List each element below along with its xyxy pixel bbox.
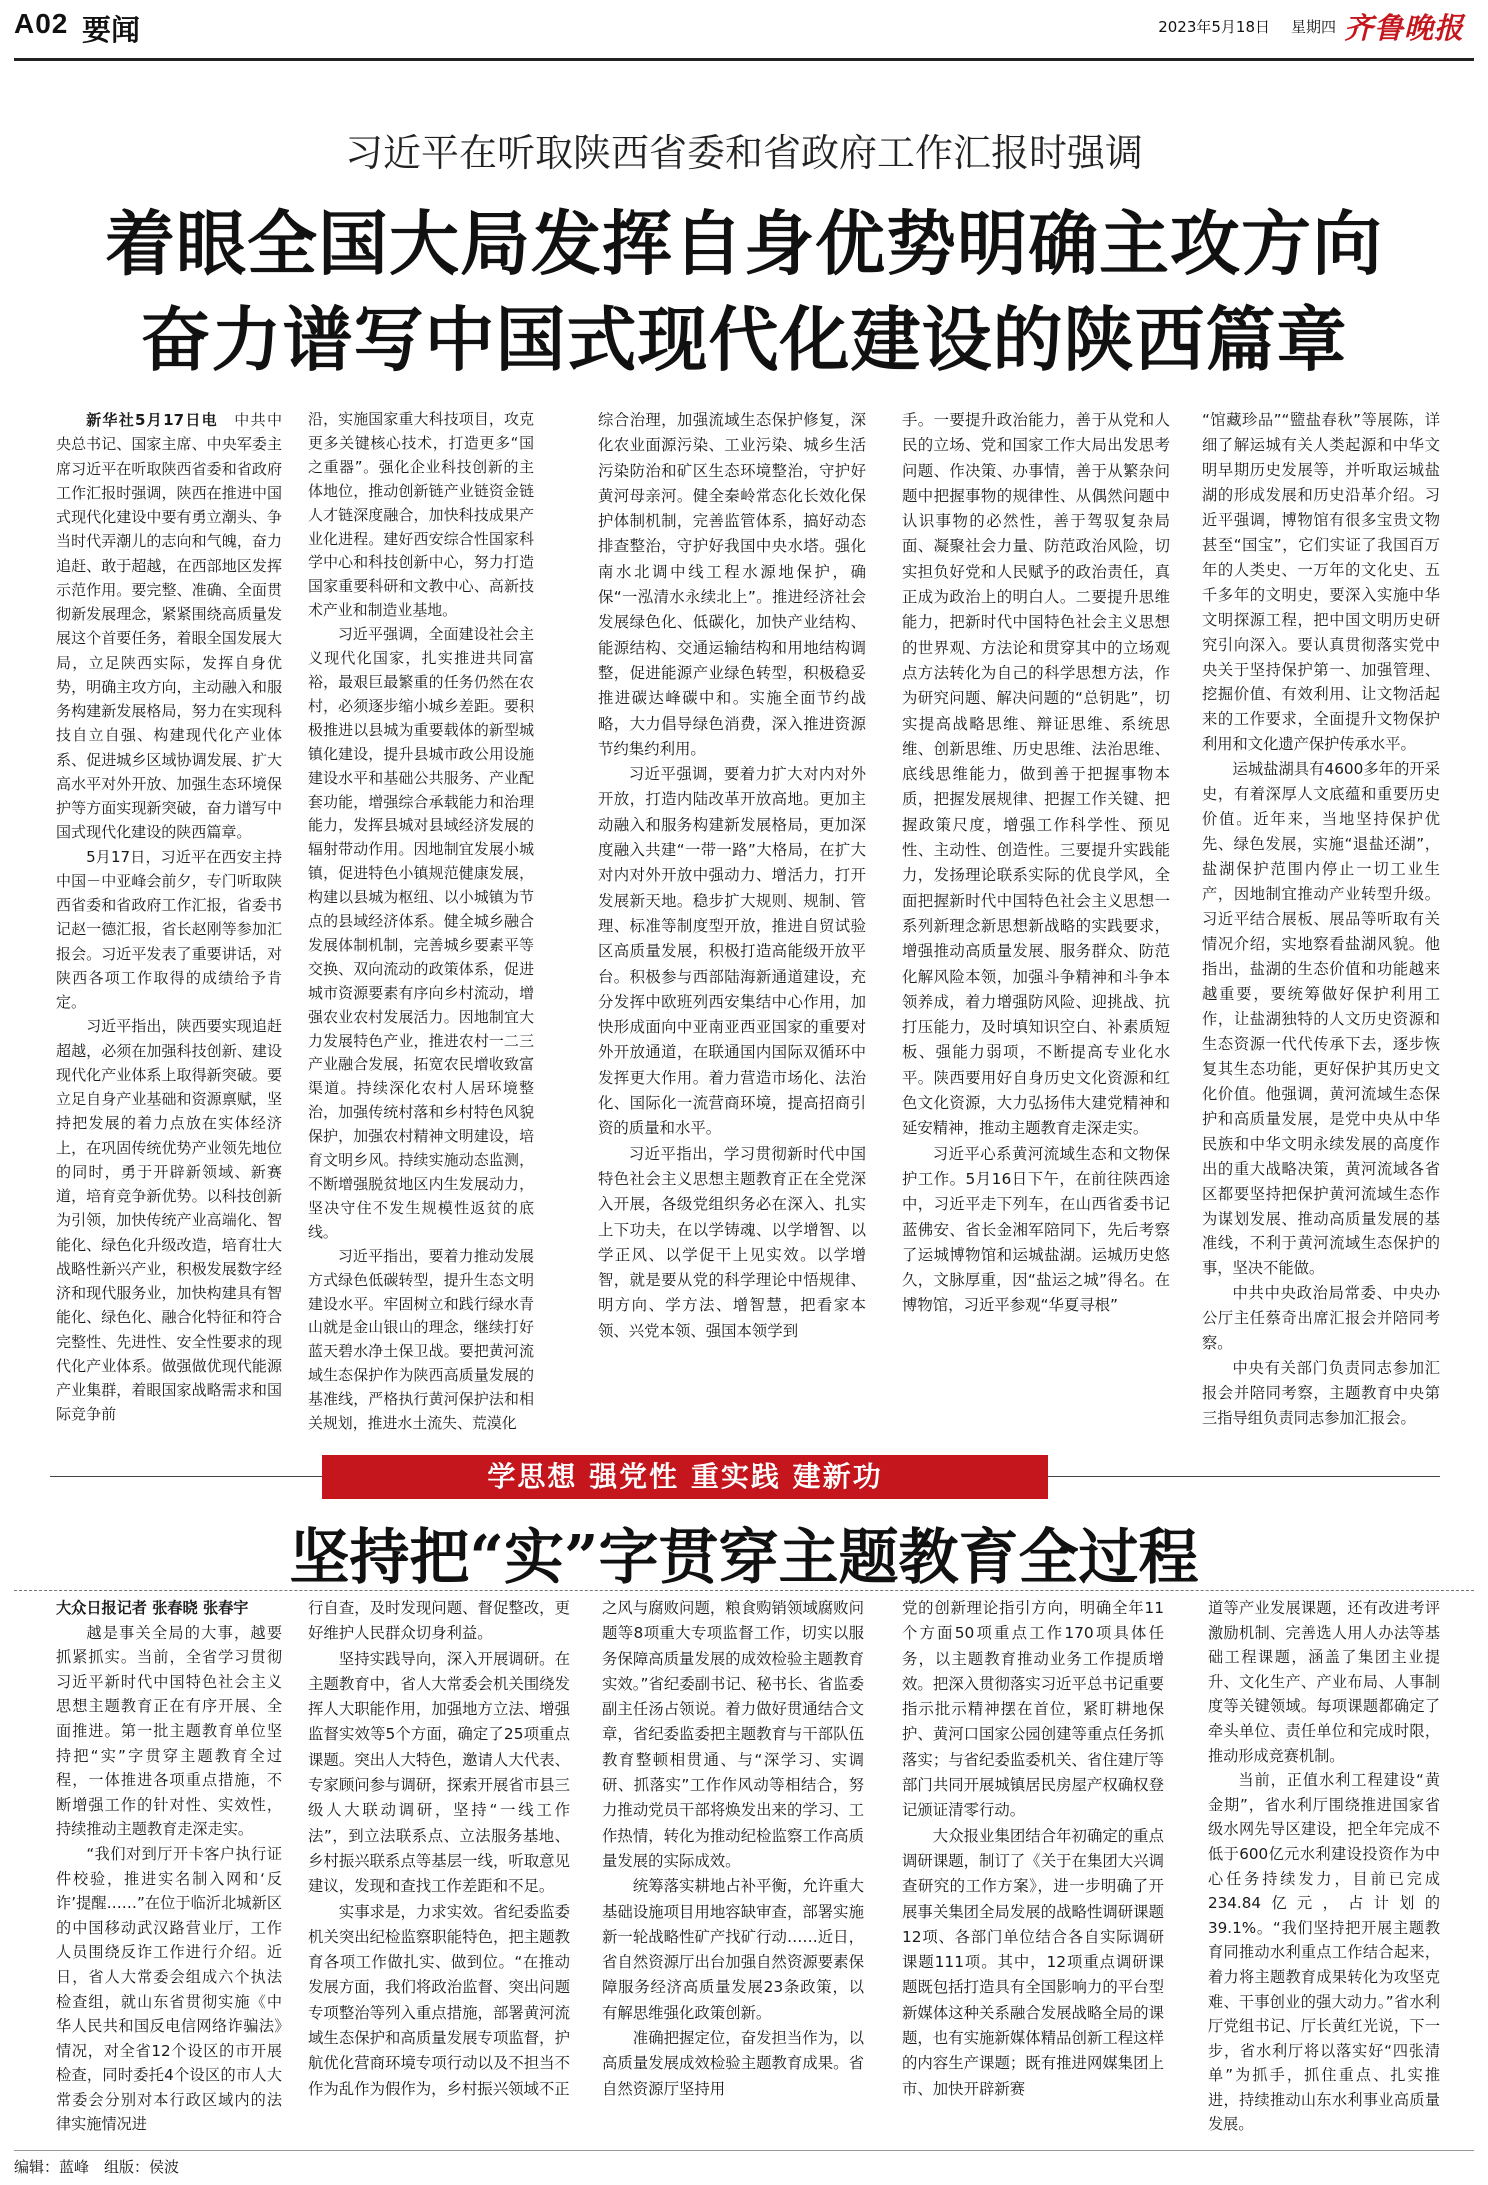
article1-headline-line2: 奋力谱写中国式现代化建设的陕西篇章 — [140, 298, 1348, 381]
paragraph: 手。一要提升政治能力，善于从党和人民的立场、党和国家工作大局出发思考问题、作决策、办事情，善于从繁杂问题中把握事物的规律性、从偶然问题中认识事物的必然性，善于驾驭复杂局面、凝聚社会力量、防范政治风险，切实担负好党和人民赋予的政治责任，真正成为政治上的明白人。二要提升思维能力，把新时代中国特色社会主义思想的世界观、方法论和贯穿其中的立场观点方法转化为自己的科学思想方法，作为研究问题、解决问题的“总钥匙”，切实提高战略思维、辩证思维、系统思维、创新思维、历史思维、法治思维、底线思维能力，做到善于把握事物本质，把握发展规律、把握工作关键、把握政策尺度，增强工作科学性、预见性、主动性、创造性。三要提升实践能力，发扬理论联系实际的优良学风，全面把握新时代中国特色社会主义思想一系列新理念新思想新战略的实践要求，增强推动高质量发展、服务群众、防范化解风险本领，加强斗争精神和斗争本领养成，着力增强防风险、迎挑战、抗打压能力，及时填知识空白、补素质短板、强能力弱项，不断提高专业化水平。陕西要用好自身历史文化资源和红色文化资源，大力弘扬伟大建党精神和延安精神，推动主题教育走深走实。 — [902, 411, 1170, 1138]
article1-column-3 — [598, 408, 866, 1344]
paragraph: 统筹落实耕地占补平衡，允许重大基础设施项目用地容缺审查，部署实施新一轮战略性矿产找矿行动……近日，省自然资源厅出台加强自然资源要素保障服务经济高质量发展23条政策，以有解思维强化政策创新。 — [602, 1877, 864, 2022]
paragraph: 之风与腐败问题，粮食购销领域腐败问题等8项重大专项监督工作，切实以服务保障高质量发展的成效检验主题教育实效。”省纪委副书记、秘书长、省监委副主任汤占领说。着力做好贯通结合文章，省纪委监委把主题教育与干部队伍教育整顿相贯通、与“深学习、实调研、抓落实”工作作风动等相结合，努力推动党员干部将焕发出来的学习、工作热情，转化为推动纪检监察工作高质量发展的实际成效。 — [602, 1599, 864, 1870]
paragraph: 大众报业集团结合年初确定的重点调研课题，制订了《关于在集团大兴调查研究的工作方案》，进一步明确了开展事关集团全局发展的战略性调研课题12项、各部门单位结合各自实际调研课题111项。其中，12项重点调研课题既包括打造具有全国影响力的平台型新媒体这种关系融合发展战略全局的课题，也有实施新媒体精品创新工程这样的内容生产课题；既有推进网媒集团上市、加快开辟新赛 — [902, 1826, 1164, 2098]
newspaper-logo: 齐鲁晚报 — [1343, 11, 1464, 45]
paragraph: 道等产业发展课题，还有改进考评激励机制、完善选人用人办法等基础工程课题，涵盖了集团主业提升、文化生产、产业布局、人事制度等关键领域。每项课题都确定了牵头单位、责任单位和完成时限，推动形成竞赛机制。 — [1208, 1599, 1440, 1765]
paragraph: 习近平指出，学习贯彻新时代中国特色社会主义思想主题教育正在全党深入开展，各级党组织务必在深入、扎实上下功夫，在以学铸魂、以学增智、以学正风、以学促干上见实效。以学增智，就是要从党的科学理论中悟规律、明方向、学方法、增智慧，把看家本领、兴党本领、强国本领学到 — [598, 1144, 866, 1340]
article2-rule — [14, 1590, 1474, 1591]
paragraph: 习近平指出，陕西要实现追赶超越，必须在加强科技创新、建设现代化产业体系上取得新突破。要立足自身产业基础和资源禀赋，坚持把发展的着力点放在实体经济上，在巩固传统优势产业领先地位的同时，勇于开辟新领域、新赛道，培育竞争新优势。以科技创新为引领，加快传统产业高端化、智能化、绿色化升级改造，培育壮大战略性新兴产业，积极发展数字经济和现代服务业，加快构建具有智能化、绿色化、融合化特征和符合完整性、先进性、安全性要求的现代化产业体系。做强做优现代能源产业集群，着眼国家战略需求和国际竞争前 — [56, 1017, 282, 1424]
article1-column-5 — [1202, 408, 1440, 1431]
article1-column-2 — [308, 408, 534, 1436]
paragraph: 5月17日，习近平在西安主持中国－中亚峰会前夕，专门听取陕西省委和省政府工作汇报，省委书记赵一德汇报，省长赵刚等参加汇报会。习近平发表了重要讲话，对陕西各项工作取得的成绩给予肯定。 — [56, 847, 282, 1011]
paragraph: 习近平指出，要着力推动发展方式绿色低碳转型，提升生态文明建设水平。牢固树立和践行绿水青山就是金山银山的理念，继续打好蓝天碧水净土保卫战。要把黄河流域生态保护作为陕西高质量发展的基准线，严格执行黄河保护法和相关规划，推进水土流失、荒漠化 — [308, 1246, 534, 1433]
article1-column-4 — [902, 408, 1170, 1319]
editor-credit: 编辑：蓝峰 组版：侯波 — [14, 2158, 180, 2176]
article2-column-3 — [602, 1596, 864, 2102]
paragraph: 习近平心系黄河流域生态和文物保护工作。5月16日下午，在前往陕西途中，习近平走下列车，在山西省委书记蓝佛安、省长金湘军陪同下，先后考察了运城博物馆和运城盐湖。运城历史悠久，文脉厚重，因“盐运之城”得名。在博物馆，习近平参观“华夏寻根” — [902, 1144, 1170, 1315]
paragraph: 行自查，及时发现问题、督促整改，更好维护人民群众切身利益。 — [308, 1599, 570, 1643]
issue-date: 2023年5月18日 — [1158, 18, 1270, 36]
paragraph: 运城盐湖具有4600多年的开采史，有着深厚人文底蕴和重要历史价值。近年来，当地坚持保护优先、绿色发展，实施“退盐还湖”，盐湖保护范围内停止一切工业生产，因地制宜推动产业转型升级。习近平结合展板、展品等听取有关情况介绍，实地察看盐湖风貌。他指出，盐湖的生态价值和功能越来越重要，要统筹做好保护利用工作，让盐湖独特的人文历史资源和生态资源一代代传承下去，逐步恢复其生态功能，更好保护其历史文化价值。他强调，黄河流域生态保护和高质量发展，是党中央从中华民族和中华文明永续发展的高度作出的重大战略决策，黄河流域各省区都要坚持把保护黄河流域生态作为谋划发展、推动高质量发展的基准线，不利于黄河流域生态保护的事，坚决不能做。 — [1202, 760, 1440, 1278]
masthead-rule — [14, 58, 1474, 61]
paragraph: 当前，正值水利工程建设“黄金期”，省水利厅围绕推进国家省级水网先导区建设，把全年完成不低于600亿元水利建设投资作为中心任务持续发力，目前已完成234.84亿元，占计划的39.1%。“我们坚持把开展主题教育同推动水利重点工作结合起来，着力将主题教育成果转化为攻坚克难、干事创业的强大动力。”省水利厅党组书记、厅长黄红光说，下一步，省水利厅将以落实好“四张清单”为抓手，抓住重点、扎实推进，持续推动山东水利事业高质量发展。 — [1208, 1771, 1440, 2134]
article1-kicker: 习近平在听取陕西省委和省政府工作汇报时强调 — [344, 131, 1143, 175]
section-name: 要闻 — [82, 13, 141, 47]
article1-column-1 — [56, 408, 282, 1427]
dateline: 新华社5月17日电 — [86, 411, 235, 429]
footer-rule — [14, 2150, 1474, 2151]
lead-text: 中共中央总书记、国家主席、中央军委主席习近平在听取陕西省委和省政府工作汇报时强调，陕西在推进中国式现代化建设中要有勇立潮头、争当时代弄潮儿的志向和气魄，奋力追赶、敢于超越，在西部地区发挥示范作用。要完整、准确、全面贯彻新发展理念，紧紧围绕高质量发展这个首要任务，着眼全国发展大局，立足陕西实际，发挥自身优势，明确主攻方向，主动融入和服务构建新发展格局，努力在实现科技自立自强、构建现代化产业体系、促进城乡区域协调发展、扩大高水平对外开放、加强生态环境保护等方面实现新突破，奋力谱写中国式现代化建设的陕西篇章。 — [56, 411, 282, 842]
article2-byline: 大众日报记者 张春晓 张春宇 — [56, 1599, 249, 1617]
paragraph: 综合治理，加强流域生态保护修复，深化农业面源污染、工业污染、城乡生活污染防治和矿区生态环境整治，守护好黄河母亲河。健全秦岭常态化长效化保护体制机制，完善监管体系，搞好动态排查整治，守护好我国中央水塔。强化南水北调中线工程水源地保护，确保“一泓清水永续北上”。推进经济社会发展绿色化、低碳化，加快产业结构、能源结构、交通运输结构和用地结构调整，促进能源产业绿色转型，积极稳妥推进碳达峰碳中和。实施全面节约战略，大力倡导绿色消费，深入推进资源节约集约利用。 — [598, 411, 866, 758]
page-number: A02 — [14, 8, 69, 39]
paragraph: 党的创新理论指引方向，明确全年11个方面50项重点工作170项具体任务，以主题教育推动业务工作提质增效。把深入贯彻落实习近平总书记重要指示批示精神摆在首位，紧盯耕地保护、黄河口国家公园创建等重点任务抓落实；与省纪委监委机关、省住建厅等部门共同开展城镇居民房屋产权确权登记颁证清零行动。 — [902, 1599, 1164, 1820]
paragraph: 越是事关全局的大事，越要抓紧抓实。当前，全省学习贯彻习近平新时代中国特色社会主义思想主题教育正在有序开展、全面推进。第一批主题教育单位坚持把“实”字贯穿主题教育全过程，一体推进各项重点措施，不断增强工作的针对性、实效性，持续推动主题教育走深走实。 — [56, 1623, 282, 1839]
article1-headline-line1: 着眼全国大局发挥自身优势明确主攻方向 — [105, 202, 1383, 285]
paragraph: “我们对到厅开卡客户执行证件校验，推进实名制入网和‘反诈’提醒……”在位于临沂北城新区的中国移动武汉路营业厅，工作人员围绕反诈工作进行介绍。近日，省人大常委会组成六个执法检查组，就山东省贯彻实施《中华人民共和国反电信网络诈骗法》情况，对全省12个设区的市开展检查，同时委托4个设区的市人大常委会分别对本行政区域内的法律实施情况进 — [56, 1844, 282, 2134]
paragraph: 坚持实践导向，深入开展调研。在主题教育中，省人大常委会机关围绕发挥人大职能作用，加强地方立法、增强监督实效等5个方面，确定了25项重点课题。突出人大特色，邀请人大代表、专家顾问参与调研，探索开展省市县三级人大联动调研，坚持“一线工作法”，到立法联系点、立法服务基地、乡村振兴联系点等基层一线，听取意见建议，发现和查找工作差距和不足。 — [308, 1649, 570, 1896]
paragraph: 习近平强调，要着力扩大对内对外开放，打造内陆改革开放高地。更加主动融入和服务构建新发展格局，更加深度融入共建“一带一路”大格局，在扩大对内对外开放中强动力、增活力，打开发展新天地。稳步扩大规则、规制、管理、标准等制度型开放，推进自贸试验区高质量发展，积极打造高能级开放平台。积极参与西部陆海新通道建设，充分发挥中欧班列西安集结中心作用，加快形成面向中亚南亚西亚国家的重要对外开放通道，在联通国内国际双循环中发挥更大作用。着力营造市场化、法治化、国际化一流营商环境，提高招商引资的质量和水平。 — [598, 765, 866, 1138]
paragraph: 沿，实施国家重大科技项目，攻克更多关键核心技术，打造更多“国之重器”。强化企业科技创新的主体地位，推动创新链产业链资金链人才链深度融合，加快科技成果产业化进程。建好西安综合性国家科学中心和科技创新中心，努力打造国家重要科研和文教中心、高新技术产业和制造业基地。 — [308, 410, 534, 620]
article2-column-5 — [1208, 1596, 1440, 2137]
paragraph — [56, 408, 282, 845]
paragraph: 准确把握定位，奋发担当作为，以高质量发展成效检验主题教育成果。省自然资源厅坚持用 — [602, 2029, 864, 2098]
paragraph: 中央有关部门负责同志参加汇报会并陪同考察，主题教育中央第三指导组负责同志参加汇报会。 — [1202, 1359, 1440, 1428]
campaign-banner: 学思想 强党性 重实践 建新功 — [322, 1455, 1048, 1499]
article2-column-4 — [902, 1596, 1164, 2102]
paragraph: 中共中央政治局常委、中央办公厅主任蔡奇出席汇报会并陪同考察。 — [1202, 1284, 1440, 1353]
paragraph: 习近平强调，全面建设社会主义现代化国家，扎实推进共同富裕，最艰巨最繁重的任务仍然在农村，必须逐步缩小城乡差距。要积极推进以县城为重要载体的新型城镇化建设，提升县城市政公用设施建设水平和基础公共服务、产业配套功能，增强综合承载能力和治理能力，发挥县城对县域经济发展的辐射带动作用。因地制宜发展小城镇，促进特色小镇规范健康发展，构建以县城为枢纽、以小城镇为节点的县域经济体系。健全城乡融合发展体制机制，完善城乡要素平等交换、双向流动的政策体系，促进城市资源要素有序向乡村流动，增强农业农村发展活力。因地制宜大力发展特色产业，推进农村一二三产业融合发展，拓宽农民增收致富渠道。持续深化农村人居环境整治，加强传统村落和乡村特色风貌保护，加强农村精神文明建设，培育文明乡风。持续实施动态监测，不断增强脱贫地区内生发展动力，坚决守住不发生规模性返贫的底线。 — [308, 625, 534, 1241]
issue-weekday: 星期四 — [1290, 18, 1336, 36]
article2-column-1 — [56, 1596, 282, 2137]
paragraph: “馆藏珍品”“盬盐春秋”等展陈，详细了解运城有关人类起源和中华文明早期历史发展等，并听取运城盐湖的形成发展和历史沿革介绍。习近平强调，博物馆有很多宝贵文物甚至“国宝”，它们实证了我国百万年的人类史、一万年的文化史、五千多年的文明史，要深入实施中华文明探源工程，把中国文明历史研究引向深入。要认真贯彻落实党中央关于坚持保护第一、加强管理、挖掘价值、有效利用、让文物活起来的工作要求，全面提升文物保护利用和文化遗产保护传承水平。 — [1202, 411, 1440, 754]
article2-headline: 坚持把“实”字贯穿主题教育全过程 — [289, 1523, 1199, 1593]
article2-column-2 — [308, 1596, 570, 2102]
paragraph: 实事求是，力求实效。省纪委监委机关突出纪检监察职能特色，把主题教育各项工作做扎实、做到位。“在推动发展方面，我们将政治监督、突出问题专项整治等列入重点措施，部署黄河流域生态保护和高质量发展专项监督，护航优化营商环境专项行动以及不担当不作为乱作为假作为，乡村振兴领域不正 — [308, 1902, 570, 2098]
